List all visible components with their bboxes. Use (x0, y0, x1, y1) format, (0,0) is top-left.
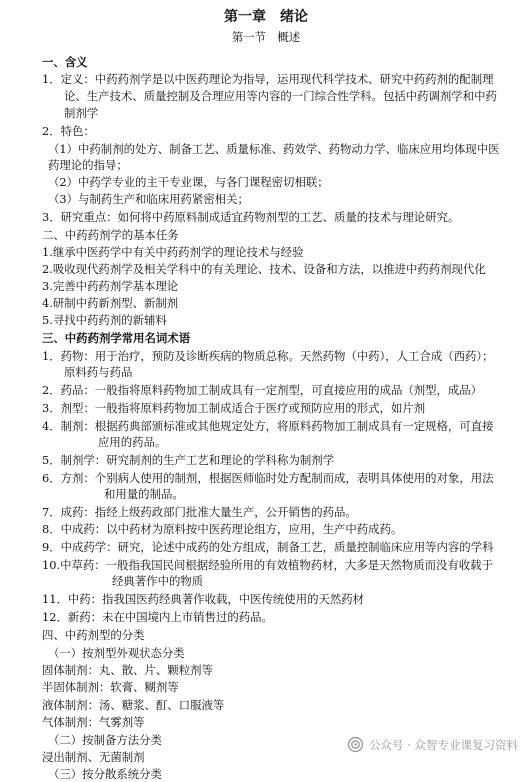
text-line: 论、生产技术、质量控制及合理应用等内容的一门综合性学科。包括中药调剂学和中药 (64, 89, 497, 103)
heading-terms: 三、中药药剂学常用名词术语 (42, 331, 191, 345)
text-line: 3．研究重点：如何将中药原料制成适宜药物剂型的工艺、质量的技术与理论研究。 (42, 210, 460, 224)
text-line: 7．成药：指经上级药政部门批准大量生产，公开销售的药品。 (42, 505, 357, 519)
text-line: 4．制剂：根据药典部颁标准或其他规定处方，将原料药物加工制成具有一定规格，可直接 (42, 419, 494, 433)
text-line: 原料药与药品 (64, 365, 133, 379)
text-line: 药理论的指导； (48, 158, 128, 172)
text-line: 制剂学 (64, 106, 99, 120)
text-line: 11．中药：指我国医药经典著作收载，中医传统使用的天然药材 (42, 592, 365, 606)
text-line: 8．中成药：以中药材为原料按中医药理论组方，应用，生产中药成药。 (42, 522, 403, 536)
text-line: （3）与制药生产和临床用药紧密相关； (48, 192, 249, 206)
text-line: 4.研制中药新剂型、新制剂 (42, 296, 179, 310)
heading-tasks: 二、中药药剂学的基本任务 (42, 228, 179, 242)
text-line: 5．制剂学：研究制剂的生产工艺和理论的学科称为制剂学 (42, 453, 335, 467)
text-line: 应用的药品。 (98, 435, 167, 449)
text-line: 5.寻找中药药剂的新辅料 (42, 313, 167, 327)
watermark (347, 736, 518, 753)
text-line: 气体制剂：气雾剂等 (42, 715, 145, 729)
text-line: 经典著作中的物质 (112, 574, 204, 588)
text-line: 半固体制剂：软膏、糊剂等 (42, 680, 179, 694)
text-line: 6．方剂：个别病人使用的制剂，根据医师临时处方配制而成，表明具体使用的对象，用法 (42, 471, 494, 485)
text-line: （1）中药制剂的处方、制备工艺、质量标准、药效学、药物动力学、临床应用均体现中医 (48, 142, 500, 156)
text-line: 1．药物：用于治疗，预防及诊断疾病的物质总称。天然药物（中药），人工合成（西药）； (42, 349, 494, 363)
text-line: 液体制剂：汤、糖浆、酊、口服液等 (42, 698, 225, 712)
text-line: 1.继承中医药学中有关中药药剂学的理论技术与经验 (42, 245, 304, 259)
section-subtitle: 第一节 概述 (231, 30, 301, 44)
text-line: 2．药品：一般指将原料药物加工制成具有一定剂型，可直接应用的成品（剂型，成品） (42, 383, 483, 397)
heading-definition: 一、含义 (42, 55, 88, 69)
text-line: （一）按剂型外观状态分类 (48, 646, 185, 660)
watermark-text: 公众号 · 众智专业课复习资料 (369, 737, 518, 752)
text-line: 2.吸收现代药剂学及相关学科中的有关理论、技术、设备和方法，以推进中药药剂现代化 (42, 262, 486, 276)
text-line: 浸出制剂、无菌制剂 (42, 750, 145, 764)
text-line: （2）中药学专业的主干专业课，与各门课程密切相联； (48, 175, 329, 189)
text-line: （三）按分散系统分类 (48, 767, 162, 781)
text-line: 9．中成药学：研究，论述中成药的处方组成，制备工艺，质量控制临床应用等内容的学科 (42, 540, 494, 554)
text-line: （二）按制备方法分类 (48, 733, 162, 747)
text-line: 10.中草药：一般指我国民间根据经验所用的有效植物药材，大多是天然物质而没有收载于 (42, 558, 493, 572)
text-line: 2．特色： (42, 124, 95, 138)
text-line: 固体制剂：丸、散、片、颗粒剂等 (42, 663, 213, 677)
heading-dosage-forms: 四、中药剂型的分类 (42, 628, 145, 642)
text-line: 和用量的制品。 (104, 487, 184, 501)
text-line: 12．新药：未在中国境内上市销售过的药品。 (42, 610, 273, 624)
text-line: 3.完善中药药剂学基本理论 (42, 279, 179, 293)
wechat-official-account-icon (347, 736, 364, 753)
text-line: 1．定义：中药药剂学是以中医药理论为指导，运用现代科学技术、研究中药药剂的配制理 (42, 72, 494, 86)
chapter-title: 第一章 绪论 (224, 9, 308, 25)
text-line: 3．剂型：一般指将原料药物加工制成适合于医疗或预防应用的形式，如片剂 (42, 401, 426, 415)
